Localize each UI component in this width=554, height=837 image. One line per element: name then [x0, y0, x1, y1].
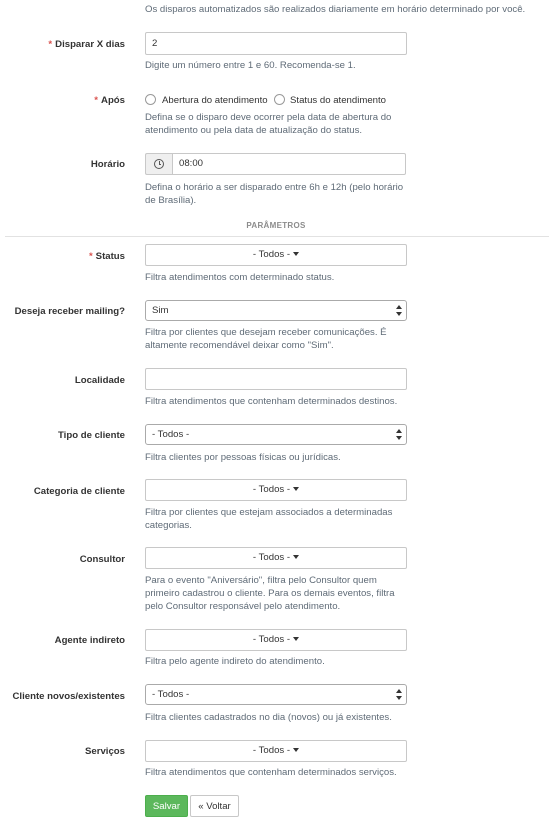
required-mark: * [94, 95, 99, 106]
cliente-novos-help: Filtra clientes cadastrados no dia (novos) ou já existentes. [145, 712, 392, 723]
servicos-help: Filtra atendimentos que contenham determinados serviços. [145, 767, 397, 778]
consultor-value: - Todos - [252, 552, 291, 563]
agente-indireto-multiselect[interactable] [145, 629, 407, 651]
apos-help: Defina se o disparo deve ocorrer pela data de abertura do atendimento ou pela data de atualização do status. [145, 112, 392, 136]
required-mark: * [88, 251, 93, 262]
agente-indireto-label: Agente indireto [54, 635, 125, 646]
select-arrows-icon [396, 305, 402, 317]
disparar-help: Digite um número entre 1 e 60. Recomenda-se 1. [145, 60, 356, 71]
status-label-text: Status [95, 251, 125, 262]
tipo-cliente-select[interactable] [145, 424, 407, 445]
required-mark: * [48, 39, 53, 50]
apos-label-text: Após [101, 95, 125, 106]
mailing-select[interactable] [145, 300, 407, 321]
tipo-cliente-help: Filtra clientes por pessoas físicas ou jurídicas. [145, 452, 341, 463]
status-help: Filtra atendimentos com determinado status. [145, 272, 335, 283]
cliente-novos-value: - Todos - [152, 689, 190, 700]
caret-down-icon [293, 487, 299, 491]
categoria-cliente-value: - Todos - [252, 484, 291, 495]
clock-icon [154, 159, 164, 169]
mailing-value: Sim [152, 305, 169, 316]
disparar-dias-input[interactable]: 2 [145, 32, 407, 55]
localidade-help: Filtra atendimentos que contenham determinados destinos. [145, 396, 398, 407]
caret-down-icon [293, 748, 299, 752]
horario-help: Defina o horário a ser disparado entre 6h e 12h (pelo horário de Brasília). [145, 182, 404, 206]
consultor-multiselect[interactable] [145, 547, 407, 569]
back-button[interactable]: « Voltar [190, 795, 239, 817]
select-arrows-icon [396, 689, 402, 701]
agente-indireto-value: - Todos - [252, 634, 291, 645]
categoria-cliente-label: Categoria de cliente [33, 486, 125, 497]
caret-down-icon [293, 637, 299, 641]
status-value: - Todos - [252, 249, 291, 260]
apos-label [94, 95, 125, 106]
horario-input[interactable]: 08:00 [172, 153, 406, 175]
caret-down-icon [293, 252, 299, 256]
consultor-help: Para o evento "Aniversário", filtra pelo Consultor quem primeiro cadastrou o cliente. Para os demais eventos, filtra pelo Consultor responsável pelo atendimento. [145, 575, 395, 612]
agente-indireto-help: Filtra pelo agente indireto do atendimento. [145, 656, 325, 667]
radio-status-label[interactable]: Status do atendimento [290, 95, 387, 106]
servicos-multiselect[interactable] [145, 740, 407, 762]
consultor-label: Consultor [79, 554, 125, 565]
select-arrows-icon [396, 429, 402, 441]
radio-abertura-label[interactable]: Abertura do atendimento [162, 95, 268, 106]
mailing-help: Filtra por clientes que desejam receber comunicações. É altamente recomendável deixar como "Sim". [145, 327, 387, 351]
tipo-cliente-label: Tipo de cliente [58, 430, 125, 441]
horario-label: Horário [90, 159, 125, 170]
intro-text: Os disparos automatizados são realizados diariamente em horário determinado por você. [145, 4, 526, 15]
status-label [89, 251, 125, 262]
status-multiselect[interactable] [145, 244, 407, 266]
save-button[interactable]: Salvar [145, 795, 188, 817]
categoria-cliente-help: Filtra por clientes que estejam associados a determinadas categorias. [145, 507, 393, 531]
servicos-label: Serviços [84, 746, 125, 757]
tipo-cliente-value: - Todos - [152, 429, 190, 440]
section-title: PARÂMETROS [246, 221, 306, 230]
cliente-novos-label: Cliente novos/existentes [12, 691, 125, 702]
mailing-label: Deseja receber mailing? [14, 306, 125, 317]
clock-addon [145, 153, 172, 175]
localidade-input[interactable] [145, 368, 407, 390]
radio-status[interactable] [274, 94, 285, 105]
servicos-value: - Todos - [252, 745, 291, 756]
section-divider [5, 236, 549, 237]
caret-down-icon [293, 555, 299, 559]
disparar-label-text: Disparar X dias [55, 39, 125, 50]
disparar-label [48, 39, 125, 50]
localidade-label: Localidade [74, 375, 125, 386]
radio-abertura[interactable] [145, 94, 156, 105]
categoria-cliente-multiselect[interactable] [145, 479, 407, 501]
cliente-novos-select[interactable] [145, 684, 407, 705]
